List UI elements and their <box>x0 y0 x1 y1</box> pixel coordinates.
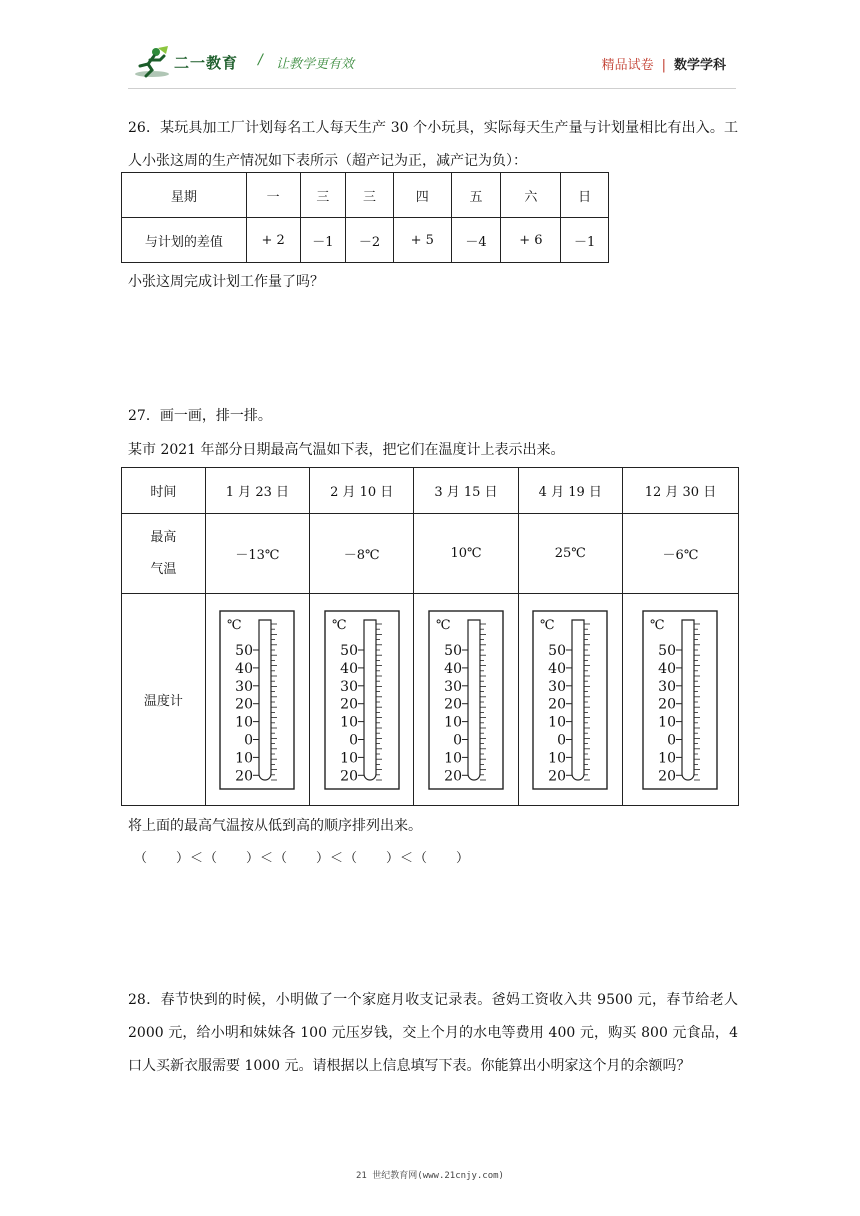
scale-label: 10 <box>548 749 567 766</box>
temp-label: 最高气温 <box>150 529 177 577</box>
thermometer-tube <box>259 620 271 780</box>
scale-label: 20 <box>444 767 462 784</box>
thermometer-unit: ℃ <box>331 617 347 633</box>
q27-title: 27．画一画，排一排。 <box>128 408 272 424</box>
logo-name: 二一教育 <box>174 54 239 72</box>
table-row <box>122 594 739 806</box>
table-cell: + 5 <box>393 218 451 263</box>
table-cell <box>622 594 738 806</box>
table-row <box>122 218 609 263</box>
scale-label: 20 <box>548 696 567 713</box>
thermometer-unit: ℃ <box>650 617 666 633</box>
scale-label: 20 <box>235 696 254 713</box>
thermometer-icon <box>532 610 608 790</box>
table-cell: + 2 <box>246 218 300 263</box>
table-cell: 2 月 10 日 <box>310 468 414 514</box>
scale-label: 30 <box>339 678 358 695</box>
q26-text: 26．某玩具加工厂计划每名工人每天生产 30 个小玩具，实际每天生产量与计划量相比有出入。工人小张这周的生产情况如下表所示（超产记为正，减产记为负）： <box>128 120 738 169</box>
thermometer-tube <box>682 620 694 780</box>
scale-label: 50 <box>444 642 462 659</box>
table-cell <box>205 594 309 806</box>
table-cell: 4 月 19 日 <box>518 468 622 514</box>
scale-label: 10 <box>444 749 462 766</box>
scale-label: 0 <box>348 732 358 748</box>
table-cell: 12 月 30 日 <box>622 468 738 514</box>
scale-label: 0 <box>557 732 567 748</box>
scale-label: 10 <box>444 714 462 731</box>
scale-label: 40 <box>548 660 567 677</box>
scale-label: 30 <box>235 678 254 695</box>
table-cell: 10℃ <box>414 514 518 594</box>
table-cell: 温度计 <box>122 594 206 806</box>
thermometer-frame <box>643 611 717 789</box>
scale-label: 20 <box>444 696 462 713</box>
header-subject: 数学学科 <box>673 58 726 73</box>
runner-logo-icon <box>134 46 170 80</box>
thermometer-unit: ℃ <box>227 617 242 633</box>
scale-label: 40 <box>658 660 677 677</box>
scale-label: 20 <box>548 767 567 784</box>
thermometer-frame <box>220 611 294 789</box>
scale-label: 20 <box>339 696 358 713</box>
table-cell: + 6 <box>501 218 561 263</box>
table-cell: －4 <box>451 218 501 263</box>
table-cell: 与计划的差值 <box>122 218 247 263</box>
scale-label: 10 <box>235 714 254 731</box>
table-row <box>122 173 609 218</box>
header-rule <box>128 88 736 89</box>
table-cell: －2 <box>346 218 394 263</box>
scale-label: 0 <box>244 732 254 748</box>
table-cell: 五 <box>451 173 501 218</box>
scale-label: 30 <box>444 678 462 695</box>
thermometer-icon <box>428 610 504 790</box>
scale-label: 20 <box>658 767 677 784</box>
scale-label: 50 <box>658 642 677 659</box>
scale-label: 10 <box>339 714 358 731</box>
brand-logo <box>134 46 374 82</box>
thermometer-frame <box>325 611 399 789</box>
table-cell: 一 <box>246 173 300 218</box>
thermometer-frame <box>429 611 503 789</box>
table-cell: 四 <box>393 173 451 218</box>
header-divider: | <box>661 58 666 73</box>
q28-text: 28．春节快到的时候，小明做了一个家庭月收支记录表。爸妈工资收入共 9500 元，春节给老人 2000 元，给小明和妹妹各 100 元压岁钱，交上个月的水电等费用 400 元，购买 800 元食品，4 口人买新衣服需要 1000 元。请根据以上信息填写下表。你能算出小明家这个月的余额吗？ <box>128 992 738 1074</box>
scale-label: 50 <box>235 642 254 659</box>
thermometer-icon <box>219 610 295 790</box>
scale-label: 10 <box>658 714 677 731</box>
q26-question: 小张这周完成计划工作量了吗？ <box>128 274 324 290</box>
q27-intro: 某市 2021 年部分日期最高气温如下表，把它们在温度计上表示出来。 <box>128 442 565 458</box>
logo-slogan: 让教学更有效 <box>276 57 355 72</box>
thermometer-tube <box>468 620 480 780</box>
scale-label: 50 <box>339 642 358 659</box>
table-cell: 六 <box>501 173 561 218</box>
thermometer-icon <box>324 610 400 790</box>
table-cell: 三 <box>346 173 394 218</box>
scale-label: 10 <box>658 749 677 766</box>
table-cell: －1 <box>561 218 609 263</box>
scale-label: 10 <box>339 749 358 766</box>
scale-label: 20 <box>658 696 677 713</box>
scale-label: 0 <box>453 732 462 748</box>
table-cell: 日 <box>561 173 609 218</box>
thermometer-frame <box>533 611 607 789</box>
table-cell: 3 月 15 日 <box>414 468 518 514</box>
header-tag: 精品试卷 <box>601 58 654 73</box>
table-cell: －6℃ <box>622 514 738 594</box>
scale-label: 30 <box>658 678 677 695</box>
scale-label: 40 <box>339 660 358 677</box>
scale-label: 0 <box>667 732 677 748</box>
q27-table <box>121 467 739 806</box>
table-cell <box>414 594 518 806</box>
table-cell: －13℃ <box>205 514 309 594</box>
q27-order-blanks: （ ）＜（ ）＜（ ）＜（ ）＜（ ） <box>134 851 471 866</box>
logo-separator: / <box>258 52 263 68</box>
page-footer: 21 世纪教育网(www.21cnjy.com) <box>356 1171 504 1181</box>
scale-label: 30 <box>548 678 567 695</box>
table-row <box>122 468 739 514</box>
scale-label: 20 <box>235 767 254 784</box>
scale-label: 40 <box>444 660 462 677</box>
table-cell: 星期 <box>122 173 247 218</box>
q26-table <box>121 172 609 263</box>
table-cell <box>122 514 206 594</box>
table-cell: 时间 <box>122 468 206 514</box>
table-cell <box>310 594 414 806</box>
thermometer-tube <box>572 620 584 780</box>
table-row <box>122 514 739 594</box>
scale-label: 40 <box>235 660 254 677</box>
table-cell: －1 <box>300 218 346 263</box>
thermometer-unit: ℃ <box>540 617 555 633</box>
thermometer-tube <box>364 620 376 780</box>
scale-label: 10 <box>548 714 567 731</box>
q27-order-prompt: 将上面的最高气温按从低到高的顺序排列出来。 <box>128 818 422 834</box>
thermometer-icon <box>642 610 718 790</box>
scale-label: 10 <box>235 749 254 766</box>
thermometer-unit: ℃ <box>435 617 451 633</box>
table-cell: 1 月 23 日 <box>205 468 309 514</box>
scale-label: 50 <box>548 642 567 659</box>
table-cell: －8℃ <box>310 514 414 594</box>
scale-label: 20 <box>339 767 358 784</box>
table-cell: 25℃ <box>518 514 622 594</box>
table-cell <box>518 594 622 806</box>
header-right <box>602 54 726 73</box>
table-cell: 三 <box>300 173 346 218</box>
